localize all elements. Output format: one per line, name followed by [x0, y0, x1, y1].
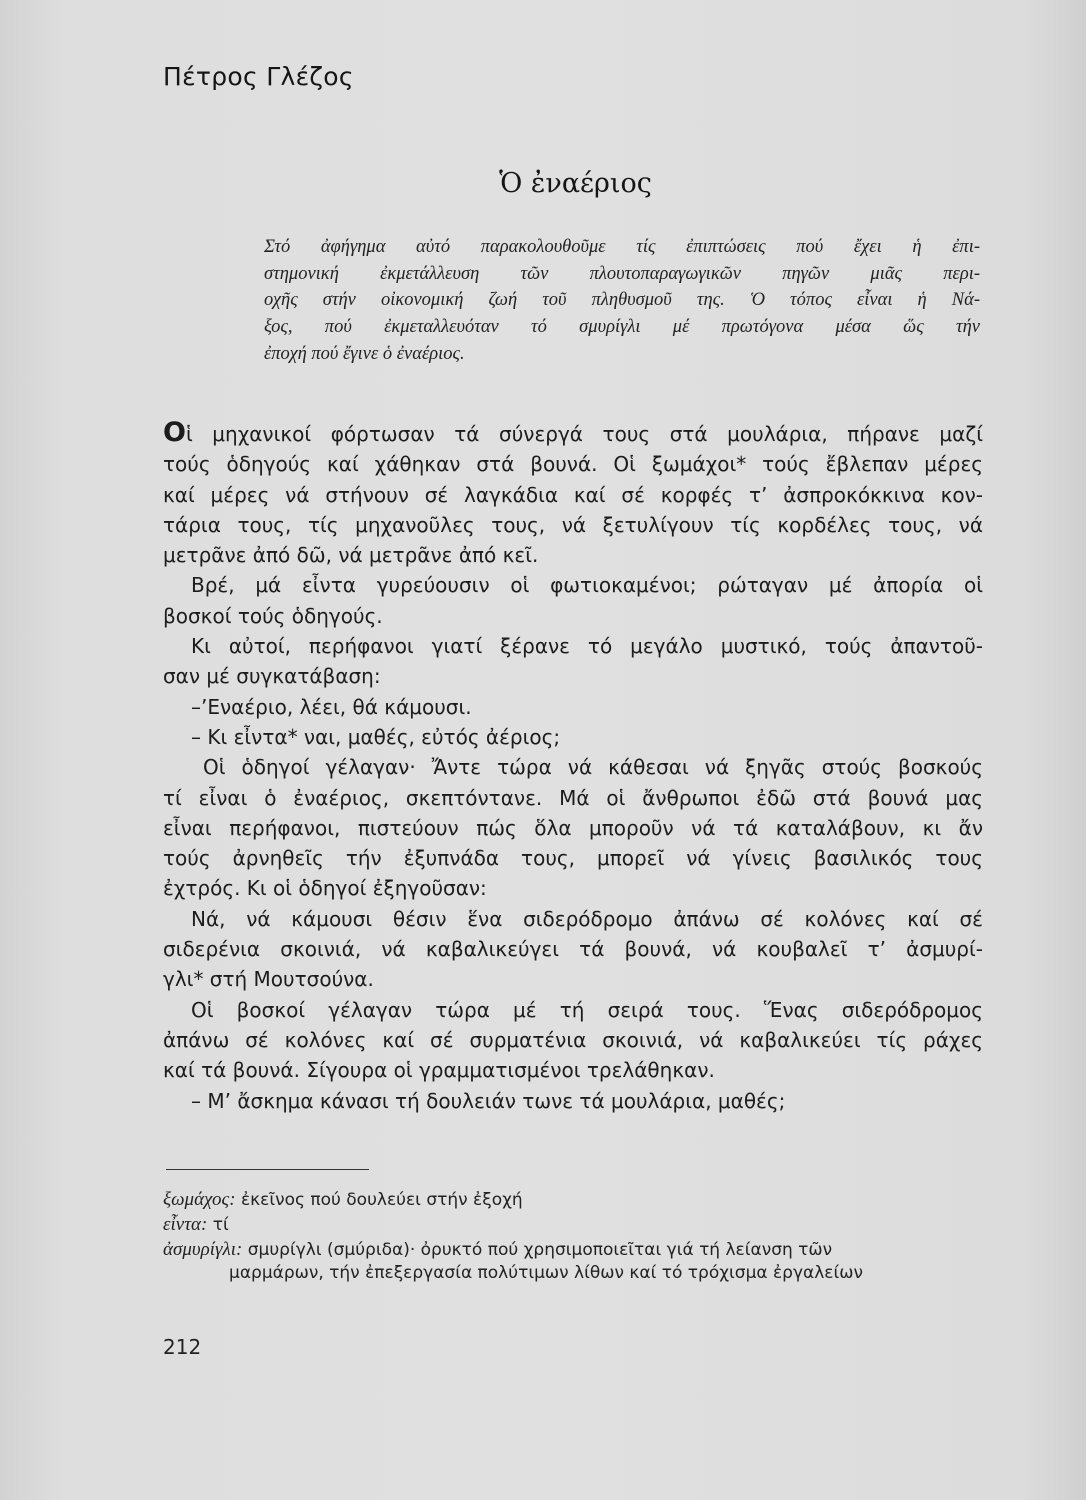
footnote: [163, 1188, 985, 1213]
page-number: 212: [163, 1335, 202, 1359]
footnote-term: ἀσμυρίγλι:: [163, 1238, 243, 1260]
body-line: Οἱ βοσκοί γέλαγαν τώρα μέ τή σειρά τους. Ἕνας σιδερόδρομος: [191, 997, 983, 1022]
body-line: εἶναι περήφανοι, πιστεύουν πώς ὅλα μποροῦν νά τά καταλάβουν, κι ἄν: [163, 815, 983, 840]
story-title-wrap: [0, 168, 1086, 199]
author-name: Πέτρος Γλέζος: [163, 62, 354, 91]
footnote-text: ἐκεῖνος πού δουλεύει στήν ἐξοχή: [235, 1190, 523, 1210]
body-line: Βρέ, μά εἶντα γυρεύουσιν οἱ φωτιοκαμένοι; ρώταγαν μέ ἀπορία οἱ: [191, 573, 983, 598]
intro-line: ξος, πού ἐκμεταλλευόταν τό σμυρίγλι μέ πρωτόγονα μέσα ὥς τήν: [264, 317, 980, 338]
intro-line: ἐποχή πού ἔγινε ὁ ἐναέριος.: [264, 343, 465, 364]
body-line: μετρᾶνε ἀπό δῶ, νά μετρᾶνε ἀπό κεῖ.: [163, 543, 539, 568]
body-line: τί εἶναι ὁ ἐναέριος, σκεπτόντανε. Μά οἱ ἄνθρωποι ἐδῶ στά βουνά μας: [163, 785, 983, 810]
intro-paragraph: [264, 234, 980, 368]
intro-line: στημονική ἐκμετάλλευση τῶν πλουτοπαραγωγικῶν πηγῶν μιᾶς περι-: [264, 263, 980, 284]
footnotes: [163, 1188, 985, 1286]
body-line: –’Εναέριο, λέει, θά κάμουσι.: [191, 694, 472, 719]
body-line: Κι αὐτοί, περήφανοι γιατί ξέρανε τό μεγάλο μυστικό, τούς ἀπαντοῦ-: [191, 634, 983, 659]
body-line-text: ἱ μηχανικοί φόρτωσαν τά σύνεργά τους στά μουλάρια, πήρανε μαζί: [185, 422, 983, 446]
body-line: τάρια τους, τίς μηχανοῦλες τους, νά ξετυλίγουν τίς κορδέλες τους, νά: [163, 512, 983, 537]
body-line: σιδερένια σκοινιά, νά καβαλικεύγει τά βουνά, νά κουβαλεῖ τ’ ἀσμυρί-: [163, 937, 983, 962]
body-line: – Μ’ ἄσκημα κάνασι τή δουλειάν τωνε τά μουλάρια, μαθές;: [191, 1088, 786, 1113]
body-line: Οἱ ὁδηγοί γέλαγαν· Ἄντε τώρα νά κάθεσαι νά ξηγᾶς στούς βοσκούς: [203, 755, 983, 780]
footnote-divider: [166, 1169, 369, 1170]
body-line: τούς ἀρνηθεῖς τήν ἐξυπνάδα τους, μπορεῖ νά γίνεις βασιλικός τους: [163, 846, 983, 871]
footnote-text: τί: [207, 1214, 229, 1235]
body-line: ἀπάνω σέ κολόνες καί σέ συρματένια σκοινιά, νά καβαλικεύει τίς ράχες: [163, 1027, 983, 1052]
body-line: Νά, νά κάμουσι θέσιν ἕνα σιδερόδρομο ἀπάνω σέ κολόνες καί σέ: [191, 906, 983, 931]
intro-line: οχῆς στήν οἰκονομική ζωή τοῦ πληθυσμοῦ της. Ὁ τόπος εἶναι ἡ Νά-: [264, 290, 980, 311]
body-line-first: [163, 418, 983, 449]
drop-cap: Ο: [163, 417, 186, 448]
footnote: [163, 1213, 985, 1238]
body-line: – Κι εἶντα* ναι, μαθές, εὐτός ἀέριος;: [191, 724, 561, 749]
body-line: βοσκοί τούς ὁδηγούς.: [163, 603, 383, 628]
body-line: σαν μέ συγκατάβαση:: [163, 664, 381, 689]
body-line: τούς ὁδηγούς καί χάθηκαν στά βουνά. Οἱ ξωμάχοι* τούς ἔβλεπαν μέρες: [163, 452, 983, 477]
story-title: Ὁ ἐναέριος: [499, 168, 652, 199]
footnote-continuation: μαρμάρων, τήν ἐπεξεργασία πολύτιμων λίθων καί τό τρόχισμα ἐργαλείων: [229, 1263, 863, 1284]
body-line: ἐχτρός. Κι οἱ ὁδηγοί ἐξηγοῦσαν:: [163, 876, 487, 901]
footnote-term: εἶντα:: [163, 1213, 208, 1235]
intro-line: Στό ἀφήγημα αὐτό παρακολουθοῦμε τίς ἐπιπτώσεις πού ἔχει ἡ ἐπι-: [264, 237, 980, 257]
body-line: καί τά βουνά. Σίγουρα οἱ γραμματισμένοι τρελάθηκαν.: [163, 1058, 715, 1083]
story-body: [163, 418, 983, 1116]
footnote: [163, 1238, 985, 1263]
body-line: γλι* στή Μουτσούνα.: [163, 967, 374, 992]
footnote-text: σμυρίγλι (σμύριδα)· ὀρυκτό πού χρησιμοποιεῖται γιά τή λείανση τῶν: [242, 1239, 833, 1260]
body-line: καί μέρες νά στήνουν σέ λαγκάδια καί σέ κορφές τ’ ἀσπροκόκκινα κον-: [163, 482, 983, 507]
footnote-term: ξωμάχος:: [163, 1189, 236, 1210]
